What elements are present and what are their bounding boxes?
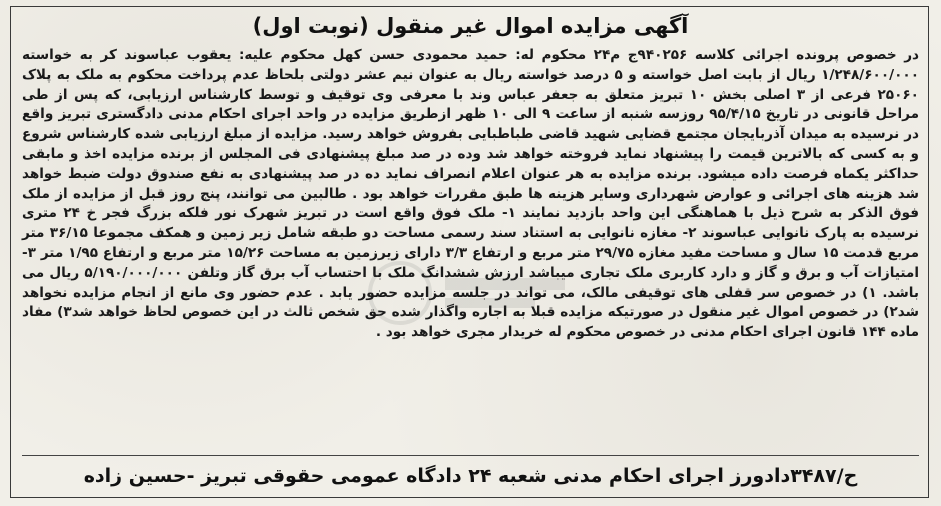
notice-title: آگهی مزایده اموال غیر منقول (نوبت اول) <box>252 14 689 38</box>
footer-divider <box>22 455 919 456</box>
notice-signature: ح/۳۴۸۷دادورز اجرای احکام مدنی شعبه ۲۴ دادگاه عمومی حقوقی تبریز -حسین زاده <box>83 465 858 487</box>
notice-body: در خصوص پرونده اجرائی کلاسه ۹۴۰۲۵۶ج م۲۴ محکوم له: حمید محمودی حسن کهل محکوم علیه: یعقوب عباسوند کر به خواسته ۱/۲۴۸/۶۰۰/۰۰۰ ریال از بابت اصل خواسته و ۵ درصد خواسته ریال به عنوان نیم عشر دولتی بلحاظ عدم پرداخت محکوم به ملک به پلاک ۲۵۰۶۰ فرعی از ۳ اصلی بخش ۱۰ تبریز متعلق به جعفر عباس وند با معرفی وی توقیف و توسط کارشناس ارزیابی، که پس از طی مراحل قانونی در تاریخ ۹۵/۴/۱۵ روزسه شنبه از ساعت ۹ الی ۱۰ ظهر ازطریق مزایده در واحد اجرای احکام مدنی دادگستری تبریز واقع در نرسیده به میدان آذربایجان مجتمع قضایی شهید قاضی طباطبایی بفروش خواهد رسید. مزایده از مبلغ ارزیابی شده کارشناس شروع و به کسی که بالاترین قیمت را پیشنهاد نماید فروخته خواهد شد وده در صد مبلغ پیشنهادی فی المجلس از برنده مزایده اخذ و مابقی حداکثر یکماه فرصت داده میشود. برنده مزایده به هر عنوان اعلام انصراف نماید ده در صد پیشنهادی به نفع صندوق دولت ضبط خواهد شد هزینه های اجرائی و عوارض شهرداری وسایر هزینه ها طبق مقررات خواهد بود . طالبین می توانند، پنج روز قبل از مزایده از ملک فوق الذکر به شرح ذیل با هماهنگی این واحد بازدید نمایند ۱- ملک فوق واقع است در تبریز شهرک نور فلکه بزرگ فجر خ ۲۴ متری نرسیده به پارک نانوایی عباسوند ۲- مغازه نانوایی به استناد سند رسمی مساحت دو طبقه شامل زیر زمین و همکف مجموعا ۳۶/۱۵ متر مربع قدمت ۱۵ سال و مساحت مفید مغازه ۲۹/۷۵ متر مربع و ارتفاع ۳/۳ دارای زیرزمین به مساحت ۱۵/۲۶ متر مربع و ارتفاع ۱/۹۵ متر ۳- امتیازات آب و برق و گاز و دارد کاربری ملک تجاری میباشد ارزش ششدانگ ملک با احتساب آب برق گاز وتلفن ۵/۱۹۰/۰۰۰/۰۰۰ ریال می باشد. ۱) در خصوص سر قفلی های توقیفی مالک، می تواند در جلسه مزایده حضور یابد . عدم حضور وی مانع از انجام مزایده نخواهد شد۲) در خصوص اموال غیر منقول در صورتیکه مزایده قبلا به اجاره واگذار شده حق شخص ثالث در این خصوص لحاظ خواهد شد۳) مفاد ماده ۱۴۴ قانون اجرای احکام مدنی در خصوص محکوم له خریدار مجری خواهد بود . <box>22 47 920 341</box>
